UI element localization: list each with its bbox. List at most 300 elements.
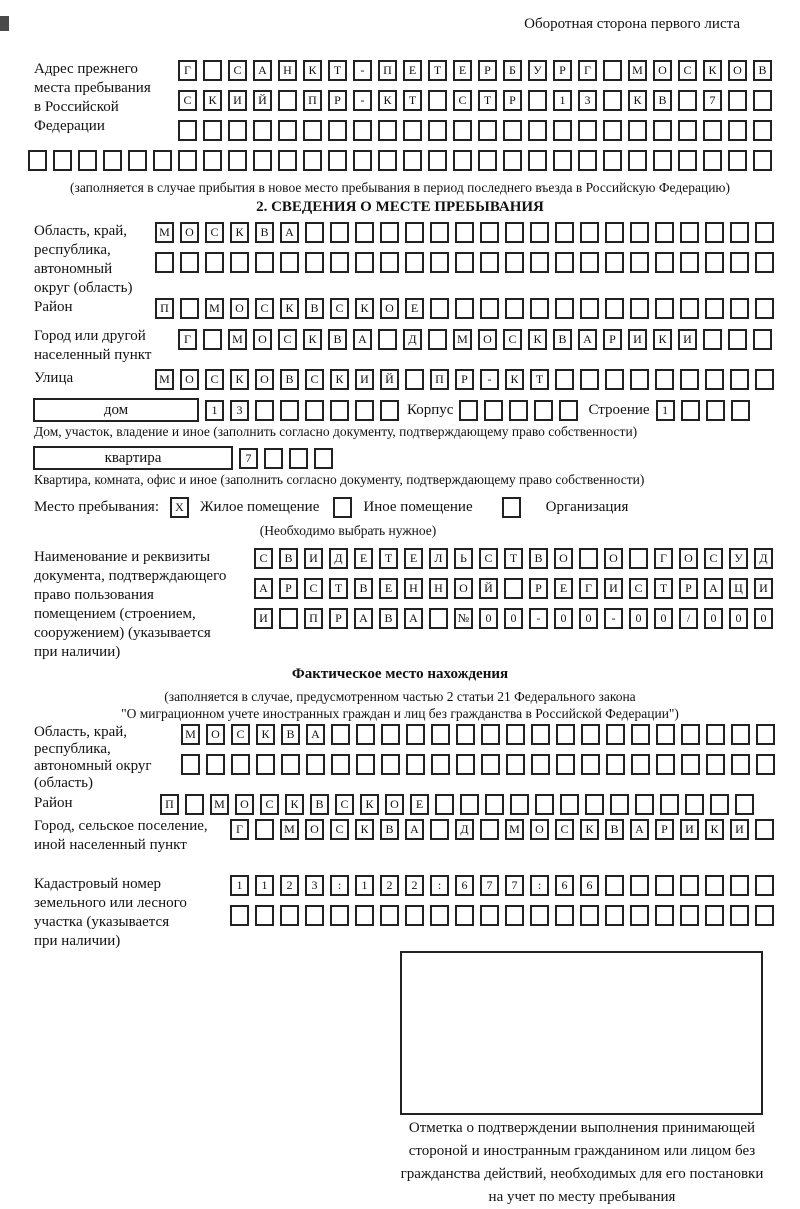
char-cell: В [380, 819, 399, 840]
field-label-line: право пользования [34, 587, 154, 603]
char-cell [631, 754, 650, 775]
stamp-caption-line: на учет по месту пребывания [488, 1189, 676, 1205]
char-cell: У [528, 60, 547, 81]
char-cell [480, 298, 499, 319]
kvartira-box-label: квартира [33, 446, 233, 470]
char-cell [430, 298, 449, 319]
char-cell: О [380, 298, 399, 319]
char-cell [353, 120, 372, 141]
char-cell: К [653, 329, 672, 350]
char-cell [255, 905, 274, 926]
char-cell: Т [504, 548, 523, 569]
char-cell [703, 329, 722, 350]
char-cell [279, 608, 298, 629]
char-cell [705, 369, 724, 390]
char-cell [556, 754, 575, 775]
char-cell [731, 400, 750, 421]
char-cell [755, 905, 774, 926]
char-cell: И [304, 548, 323, 569]
char-cell: К [330, 369, 349, 390]
char-cell [730, 875, 749, 896]
field-label-line: документа, подтверждающего [34, 568, 227, 584]
char-cell: : [530, 875, 549, 896]
char-cell [278, 150, 297, 171]
char-cell [629, 548, 648, 569]
char-cell [206, 754, 225, 775]
char-cell [755, 369, 774, 390]
char-cell: - [353, 60, 372, 81]
char-cell [203, 60, 222, 81]
char-cell [730, 905, 749, 926]
char-cell [228, 150, 247, 171]
document-field [18, 548, 782, 662]
char-cell [78, 150, 97, 171]
char-cell [504, 578, 523, 599]
char-cell: 2 [380, 875, 399, 896]
char-cell: У [729, 548, 748, 569]
char-cell [630, 875, 649, 896]
char-cell [128, 150, 147, 171]
char-cell [635, 794, 654, 815]
fact-raion-row [160, 794, 782, 815]
char-cell: Т [403, 90, 422, 111]
char-cell [230, 905, 249, 926]
char-cell: К [230, 222, 249, 243]
char-cell [605, 369, 624, 390]
char-cell: О [180, 369, 199, 390]
char-cell: И [628, 329, 647, 350]
char-cell: А [353, 329, 372, 350]
char-cell [205, 252, 224, 273]
char-cell [656, 724, 675, 745]
char-cell [281, 754, 300, 775]
char-cell: А [254, 578, 273, 599]
char-cell [605, 298, 624, 319]
char-cell: 7 [480, 875, 499, 896]
char-cell: К [580, 819, 599, 840]
char-cell [455, 298, 474, 319]
ulitsa-label: Улица [34, 370, 74, 386]
char-cell: М [210, 794, 229, 815]
char-cell [578, 120, 597, 141]
char-cell [478, 150, 497, 171]
char-cell: С [555, 819, 574, 840]
char-cell [581, 754, 600, 775]
field-label-line: Федерации [34, 118, 105, 134]
char-cell: М [505, 819, 524, 840]
char-cell [203, 120, 222, 141]
char-cell [435, 794, 454, 815]
char-cell: : [330, 875, 349, 896]
char-cell: И [228, 90, 247, 111]
stay-type-label: Место пребывания: [34, 499, 159, 515]
char-cell: С [330, 819, 349, 840]
fact-heading: Фактическое место нахождения [291, 666, 509, 682]
char-cell: Р [553, 60, 572, 81]
char-cell [255, 252, 274, 273]
field-label-line: при наличии) [34, 933, 121, 949]
char-cell: 1 [553, 90, 572, 111]
char-cell: И [355, 369, 374, 390]
char-cell [555, 298, 574, 319]
char-cell [178, 150, 197, 171]
char-cell: 2 [280, 875, 299, 896]
char-cell: П [430, 369, 449, 390]
char-cell [753, 90, 772, 111]
kvartira-line [33, 446, 782, 470]
char-cell [505, 905, 524, 926]
char-cell: С [453, 90, 472, 111]
field-label-line: места пребывания [34, 80, 151, 96]
char-cell [705, 222, 724, 243]
char-cell [203, 329, 222, 350]
char-cell [355, 905, 374, 926]
char-cell [378, 150, 397, 171]
fact-gorod-label [34, 817, 208, 855]
char-cell [681, 724, 700, 745]
char-cell: В [279, 548, 298, 569]
char-cell [455, 252, 474, 273]
char-cell [456, 724, 475, 745]
field-label-line: при наличии) [34, 644, 121, 660]
char-cell [228, 120, 247, 141]
char-cell: А [405, 819, 424, 840]
char-cell [606, 724, 625, 745]
char-cell: Т [328, 60, 347, 81]
char-cell: В [280, 369, 299, 390]
dom-note: Дом, участок, владение и иное (заполнить согласно документу, подтверждающему право собственности) [34, 424, 638, 439]
char-cell: Г [178, 329, 197, 350]
char-cell [555, 252, 574, 273]
char-cell: П [378, 60, 397, 81]
char-cell: 1 [205, 400, 224, 421]
char-cell [730, 222, 749, 243]
prev-address-note: (заполняется в случае прибытия в новое место пребывания в период последнего въезда в Российскую Федерацию) [69, 180, 731, 195]
char-cell [705, 298, 724, 319]
char-cell [630, 222, 649, 243]
char-cell [478, 120, 497, 141]
char-cell [428, 150, 447, 171]
field-label-line: помещением (строением, [34, 606, 196, 622]
char-cell [356, 724, 375, 745]
char-cell: 7 [505, 875, 524, 896]
stamp-caption-line: Отметка о подтверждении выполнения принимающей [408, 1120, 756, 1136]
char-cell: Д [329, 548, 348, 569]
char-cell [680, 905, 699, 926]
char-cell: 0 [704, 608, 723, 629]
char-cell: Р [529, 578, 548, 599]
char-cell: О [530, 819, 549, 840]
stay-type-note: (Необходимо выбрать нужное) [259, 523, 437, 538]
char-cell: Р [679, 578, 698, 599]
char-cell [680, 252, 699, 273]
field-label-line: Город, сельское поселение, [34, 818, 208, 834]
option-inoe-label: Иное помещение [363, 499, 473, 515]
char-cell [678, 90, 697, 111]
char-cell [603, 120, 622, 141]
char-cell [328, 120, 347, 141]
prev-address-row-1 [178, 60, 782, 81]
korpus-label: Корпус [407, 401, 454, 418]
char-cell [480, 252, 499, 273]
char-cell: К [505, 369, 524, 390]
char-cell [703, 150, 722, 171]
char-cell [103, 150, 122, 171]
field-label-line: автономный округ [34, 758, 152, 774]
char-cell [331, 754, 350, 775]
char-cell: С [304, 578, 323, 599]
oblast-label [34, 222, 132, 298]
char-cell [180, 252, 199, 273]
char-cell: Р [329, 608, 348, 629]
char-cell: И [680, 819, 699, 840]
char-cell: И [730, 819, 749, 840]
char-cell [255, 819, 274, 840]
char-cell [355, 222, 374, 243]
kadastr-row-2 [230, 905, 782, 926]
fact-note-line-2: "О миграционном учете иностранных граждан и лиц без гражданства в Российской Федерации") [121, 706, 679, 721]
char-cell: К [703, 60, 722, 81]
char-cell [53, 150, 72, 171]
char-cell [253, 120, 272, 141]
char-cell [430, 905, 449, 926]
char-cell: О [454, 578, 473, 599]
char-cell: С [629, 578, 648, 599]
char-cell [331, 724, 350, 745]
char-cell [603, 150, 622, 171]
char-cell [580, 252, 599, 273]
char-cell [506, 724, 525, 745]
char-cell: С [305, 369, 324, 390]
char-cell [328, 150, 347, 171]
field-label-line: республика, [34, 242, 111, 258]
char-cell [730, 252, 749, 273]
field-label-line: автономный [34, 261, 113, 277]
char-cell [480, 222, 499, 243]
char-cell [678, 150, 697, 171]
char-cell: М [155, 222, 174, 243]
field-label-line: сооружением) (указывается [34, 625, 211, 641]
char-cell [753, 329, 772, 350]
char-cell [730, 298, 749, 319]
field-label-line: Адрес прежнего [34, 61, 138, 77]
char-cell: № [454, 608, 473, 629]
char-cell [535, 794, 554, 815]
char-cell [605, 252, 624, 273]
confirmation-stamp-box [400, 951, 763, 1115]
char-cell [333, 497, 352, 518]
char-cell [728, 120, 747, 141]
char-cell: И [678, 329, 697, 350]
field-label-line: населенный пункт [34, 347, 152, 363]
prev-address-field [18, 60, 782, 176]
char-cell [756, 754, 775, 775]
char-cell: О [604, 548, 623, 569]
char-cell: М [628, 60, 647, 81]
checkbox-inoe [333, 497, 352, 518]
char-cell [381, 724, 400, 745]
char-cell: К [355, 819, 374, 840]
char-cell: 0 [629, 608, 648, 629]
char-cell [610, 794, 629, 815]
char-cell [505, 298, 524, 319]
char-cell [405, 222, 424, 243]
stamp-caption-line: гражданства действий, необходимых для его постановки [400, 1166, 764, 1182]
char-cell [755, 222, 774, 243]
form-page [0, 16, 800, 1205]
char-cell [585, 794, 604, 815]
char-cell [653, 150, 672, 171]
char-cell [605, 905, 624, 926]
char-cell: 0 [479, 608, 498, 629]
char-cell: А [306, 724, 325, 745]
char-cell [453, 120, 472, 141]
char-cell: А [354, 608, 373, 629]
char-cell: 2 [405, 875, 424, 896]
char-cell: Т [654, 578, 673, 599]
char-cell [380, 222, 399, 243]
char-cell: 0 [554, 608, 573, 629]
char-cell: М [205, 298, 224, 319]
char-cell [503, 120, 522, 141]
char-cell: О [679, 548, 698, 569]
ulitsa-field [18, 369, 782, 390]
char-cell [256, 754, 275, 775]
char-cell [314, 448, 333, 469]
char-cell [528, 120, 547, 141]
char-cell: 1 [230, 875, 249, 896]
char-cell: С [704, 548, 723, 569]
char-cell [280, 400, 299, 421]
char-cell: П [304, 608, 323, 629]
char-cell: В [255, 222, 274, 243]
char-cell: М [453, 329, 472, 350]
char-cell: - [604, 608, 623, 629]
char-cell: Р [603, 329, 622, 350]
char-cell [155, 252, 174, 273]
char-cell: - [353, 90, 372, 111]
char-cell: В [753, 60, 772, 81]
char-cell [555, 222, 574, 243]
char-cell [305, 400, 324, 421]
char-cell: Г [230, 819, 249, 840]
field-label-line: Наименование и реквизиты [34, 549, 211, 565]
char-cell: О [230, 298, 249, 319]
char-cell: Р [328, 90, 347, 111]
char-cell [481, 724, 500, 745]
char-cell [528, 90, 547, 111]
char-cell: Е [453, 60, 472, 81]
dom-line [33, 398, 782, 422]
char-cell: С [228, 60, 247, 81]
char-cell [480, 819, 499, 840]
char-cell [555, 905, 574, 926]
fact-gorod-field [18, 817, 782, 855]
char-cell [556, 724, 575, 745]
char-cell: С [205, 369, 224, 390]
char-cell [178, 120, 197, 141]
stroenie-row [656, 400, 750, 421]
char-cell: К [256, 724, 275, 745]
char-cell: В [354, 578, 373, 599]
char-cell [728, 150, 747, 171]
char-cell: С [205, 222, 224, 243]
char-cell [580, 905, 599, 926]
ulitsa-row [155, 369, 782, 390]
char-cell [506, 754, 525, 775]
char-cell: Й [380, 369, 399, 390]
kadastr-row-1 [230, 875, 782, 896]
char-cell: Д [455, 819, 474, 840]
char-cell: В [653, 90, 672, 111]
char-cell [180, 298, 199, 319]
document-label [34, 548, 226, 662]
char-cell: 1 [255, 875, 274, 896]
char-cell: Г [654, 548, 673, 569]
char-cell: С [503, 329, 522, 350]
char-cell: О [478, 329, 497, 350]
char-cell [430, 252, 449, 273]
char-cell: 3 [578, 90, 597, 111]
char-cell [406, 754, 425, 775]
char-cell [628, 120, 647, 141]
char-cell [505, 222, 524, 243]
char-cell [731, 754, 750, 775]
char-cell [503, 150, 522, 171]
char-cell: 0 [654, 608, 673, 629]
stamp-caption-line: стороной и иностранным гражданином или лицом без [408, 1143, 756, 1159]
char-cell: 6 [555, 875, 574, 896]
char-cell: В [529, 548, 548, 569]
char-cell: М [228, 329, 247, 350]
char-cell: С [254, 548, 273, 569]
char-cell [531, 724, 550, 745]
char-cell [528, 150, 547, 171]
fact-oblast-label [34, 724, 152, 792]
char-cell: С [330, 298, 349, 319]
char-cell [531, 754, 550, 775]
char-cell [278, 90, 297, 111]
char-cell [181, 754, 200, 775]
char-cell [280, 252, 299, 273]
char-cell [455, 905, 474, 926]
char-cell [681, 754, 700, 775]
char-cell: Г [578, 60, 597, 81]
document-row-2 [254, 578, 782, 599]
char-cell: К [203, 90, 222, 111]
char-cell: Р [655, 819, 674, 840]
gorod-label [34, 327, 151, 365]
char-cell: В [328, 329, 347, 350]
char-cell [680, 369, 699, 390]
char-cell: - [480, 369, 499, 390]
oblast-row-2 [155, 252, 782, 273]
char-cell [681, 400, 700, 421]
char-cell: X [170, 497, 189, 518]
char-cell [230, 252, 249, 273]
char-cell: 7 [703, 90, 722, 111]
char-cell: О [554, 548, 573, 569]
char-cell: Н [404, 578, 423, 599]
char-cell [278, 120, 297, 141]
char-cell: С [479, 548, 498, 569]
char-cell [580, 222, 599, 243]
char-cell: 6 [455, 875, 474, 896]
char-cell [580, 298, 599, 319]
char-cell: Г [178, 60, 197, 81]
kadastr-label [34, 875, 187, 951]
char-cell [405, 369, 424, 390]
